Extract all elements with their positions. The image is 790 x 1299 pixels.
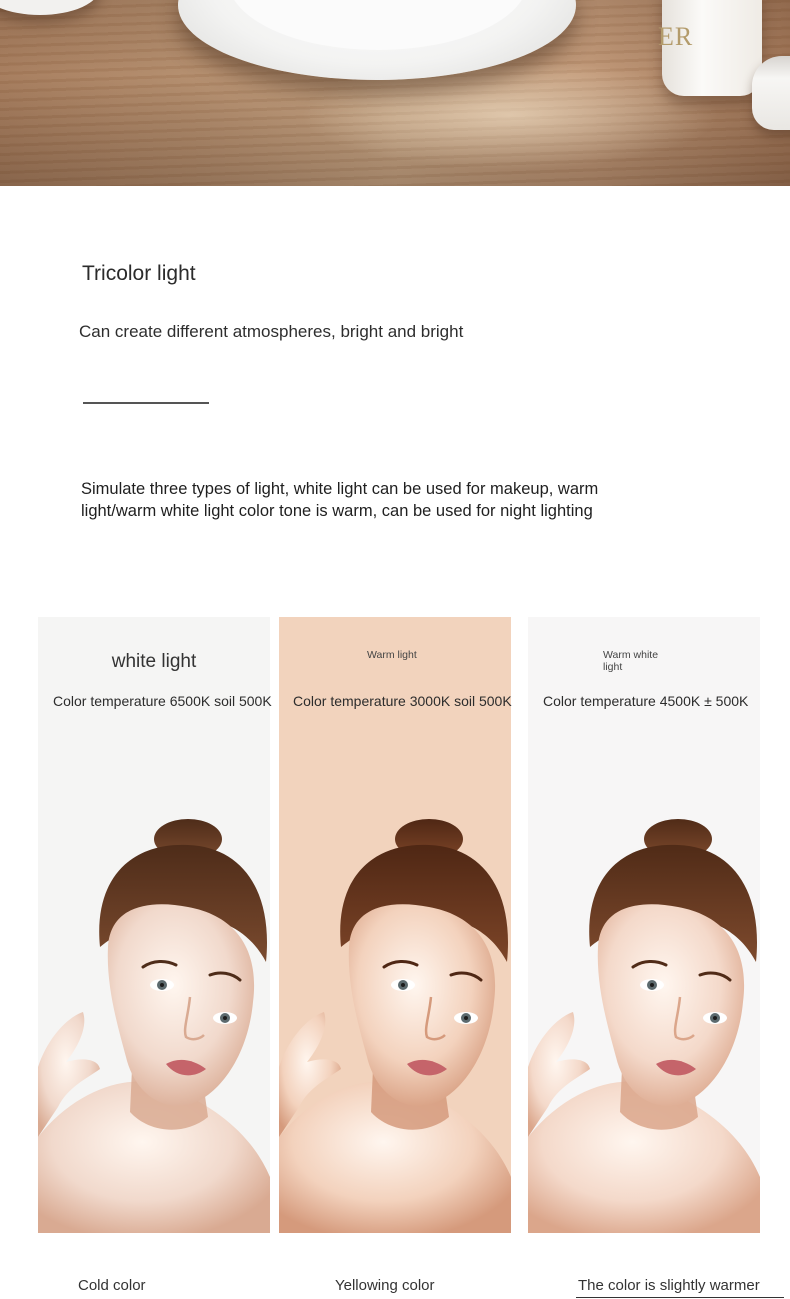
cream-jar-lid-image	[752, 56, 790, 130]
section-subtitle: Can create different atmospheres, bright and bright	[79, 322, 464, 341]
cup-image	[0, 0, 100, 15]
caption-cold: Cold color	[78, 1277, 146, 1294]
model-portrait-image	[38, 617, 270, 1233]
section-title: Tricolor light	[82, 262, 196, 285]
color-temperature-label: Color temperature 3000K soil 500K	[293, 693, 512, 709]
jar-label: ER	[658, 22, 694, 51]
panel-title: white light	[111, 651, 197, 672]
model-portrait-image	[279, 617, 511, 1233]
color-temperature-label: Color temperature 4500K ± 500K	[543, 693, 749, 709]
panel-title: Warm white light	[603, 649, 659, 673]
caption-warmer: The color is slightly warmer	[578, 1277, 760, 1294]
panel-warm-light	[279, 617, 511, 1233]
title-divider	[83, 402, 209, 404]
model-portrait-image	[528, 617, 760, 1233]
caption-underline	[576, 1297, 784, 1298]
panel-warm-white-light	[528, 617, 760, 1233]
panel-white-light	[38, 617, 270, 1233]
caption-yellowing: Yellowing color	[335, 1277, 435, 1294]
description-text: Simulate three types of light, white light can be used for makeup, warm light/warm white light color tone is warm, can be used for night lighting	[81, 480, 599, 520]
color-temperature-label: Color temperature 6500K soil 500K	[53, 693, 272, 709]
panel-title: Warm light	[367, 649, 417, 661]
hero-photo	[0, 0, 790, 186]
